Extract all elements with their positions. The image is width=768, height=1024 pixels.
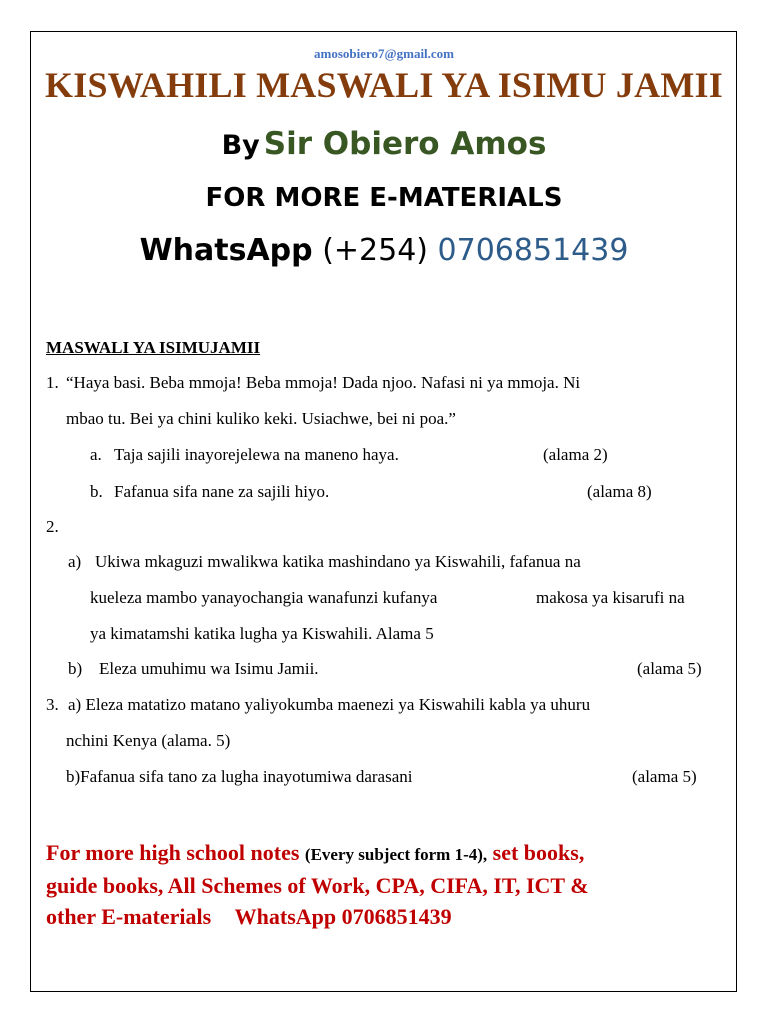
section-heading: MASWALI YA ISIMUJAMII <box>46 338 261 357</box>
question-3-number: 3. <box>46 695 59 714</box>
question-2a-line-2b: makosa ya kisarufi na <box>536 588 685 607</box>
question-3a-line-1: a) Eleza matatizo matano yaliyokumba maenezi ya Kiswahili kabla ya uhuru <box>68 695 591 714</box>
question-2a-line-3: ya kimatamshi katika lugha ya Kiswahili. Alama 5 <box>90 624 434 643</box>
whatsapp-contact <box>0 233 768 268</box>
promo-line-3 <box>46 904 452 930</box>
question-1b-label: b. <box>90 482 103 501</box>
question-1-line-2: mbao tu. Bei ya chini kuliko keki. Usiachwe, bei ni poa.” <box>66 409 456 428</box>
question-3b-text: b)Fafanua sifa tano za lugha inayotumiwa darasani <box>66 767 413 786</box>
promo-part-1: For more high school notes <box>46 840 300 865</box>
question-1a-text: Taja sajili inayorejelewa na maneno haya. <box>114 445 399 464</box>
whatsapp-number: 0706851439 <box>437 233 629 268</box>
question-2a-label: a) <box>68 552 82 571</box>
promo-part-materials: other E-materials <box>46 904 212 929</box>
more-materials-heading: FOR MORE E-MATERIALS <box>205 183 563 213</box>
document-title: KISWAHILI MASWALI YA ISIMU JAMII <box>45 65 723 105</box>
promo-whatsapp: WhatsApp 0706851439 <box>234 904 452 929</box>
question-3b-marks: (alama 5) <box>632 767 697 786</box>
question-1-number: 1. <box>46 373 59 392</box>
question-2b-marks: (alama 5) <box>637 659 702 678</box>
question-2b-text: Eleza umuhimu wa Isimu Jamii. <box>99 659 319 678</box>
question-1a-label: a. <box>90 445 102 464</box>
question-2a-line-2a: kueleza mambo yanayochangia wanafunzi kufanya <box>90 588 438 607</box>
question-1b-marks: (alama 8) <box>587 482 652 501</box>
question-2a-line-1: Ukiwa mkaguzi mwalikwa katika mashindano ya Kiswahili, fafanua na <box>95 552 581 571</box>
question-1b-text: Fafanua sifa nane za sajili hiyo. <box>114 482 330 501</box>
promo-part-3: set books, <box>492 840 585 865</box>
promo-line-2: guide books, All Schemes of Work, CPA, CIFA, IT, ICT & <box>46 873 589 898</box>
whatsapp-country-code: (+254) <box>322 233 428 268</box>
promo-line-1 <box>46 840 584 866</box>
byline <box>0 126 768 162</box>
question-3a-line-2: nchini Kenya (alama. 5) <box>66 731 231 750</box>
question-1-line-1: “Haya basi. Beba mmoja! Beba mmoja! Dada njoo. Nafasi ni ya mmoja. Ni <box>66 373 581 392</box>
whatsapp-label: WhatsApp <box>139 233 313 268</box>
author-email: amosobiero7@gmail.com <box>313 46 455 61</box>
author-name: Sir Obiero Amos <box>263 126 547 162</box>
question-2-number: 2. <box>46 517 59 536</box>
promo-part-2: (Every subject form 1-4), <box>304 845 488 864</box>
question-1a-marks: (alama 2) <box>543 445 608 464</box>
by-label: By <box>221 130 260 161</box>
question-2b-label: b) <box>68 659 83 678</box>
